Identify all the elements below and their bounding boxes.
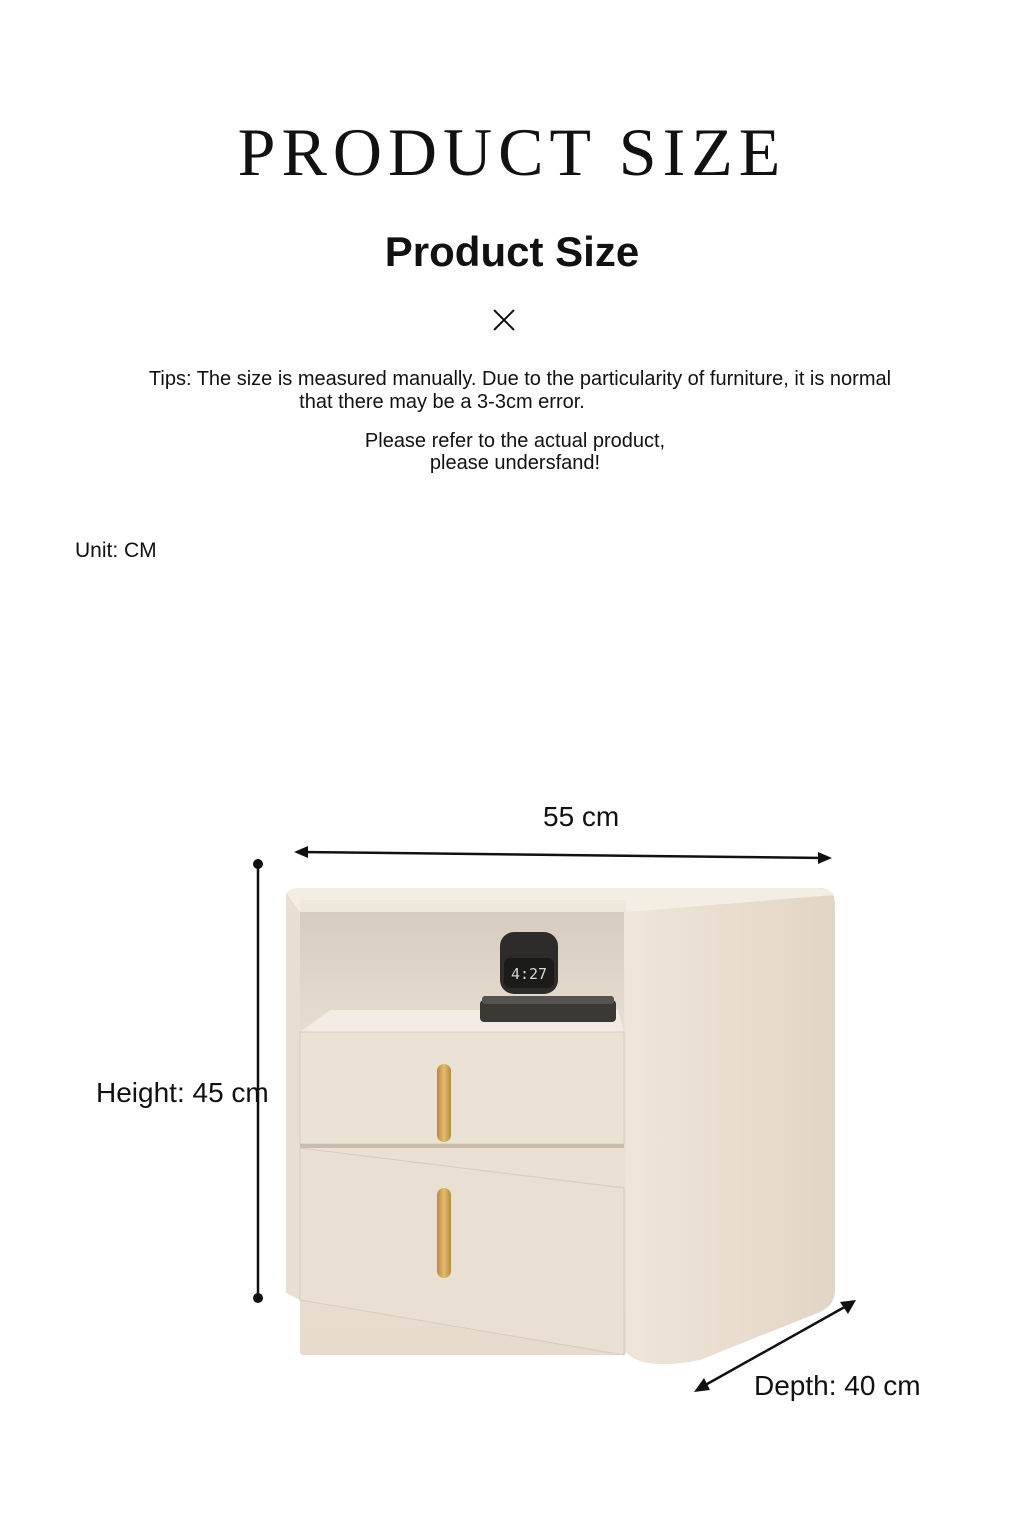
height-label: Height: 45 cm	[96, 1077, 269, 1108]
tips-line-2: that there may be a 3-3cm error.	[299, 391, 585, 413]
tray-top	[482, 996, 614, 1004]
depth-label: Depth: 40 cm	[754, 1370, 921, 1401]
note-line-2: please undersfand!	[429, 452, 601, 474]
cabinet-side	[620, 888, 835, 1364]
unit-label: Unit: CM	[75, 539, 157, 562]
note-line-1: Please refer to the actual product,	[364, 430, 666, 452]
width-arrow	[294, 846, 832, 864]
clock-display: 4:27	[510, 965, 548, 983]
page-subtitle: Product Size	[384, 228, 640, 275]
width-label: 55 cm	[543, 801, 620, 832]
bottom-drawer-handle	[437, 1188, 451, 1278]
tips-line-1: Tips: The size is measured manually. Due to the particularity of furniture, it is normal	[148, 368, 892, 390]
top-drawer-handle	[437, 1064, 451, 1142]
page-title: PRODUCT SIZE	[237, 114, 787, 190]
top-drawer	[300, 1032, 624, 1144]
cabinet-left-edge	[286, 893, 300, 1300]
